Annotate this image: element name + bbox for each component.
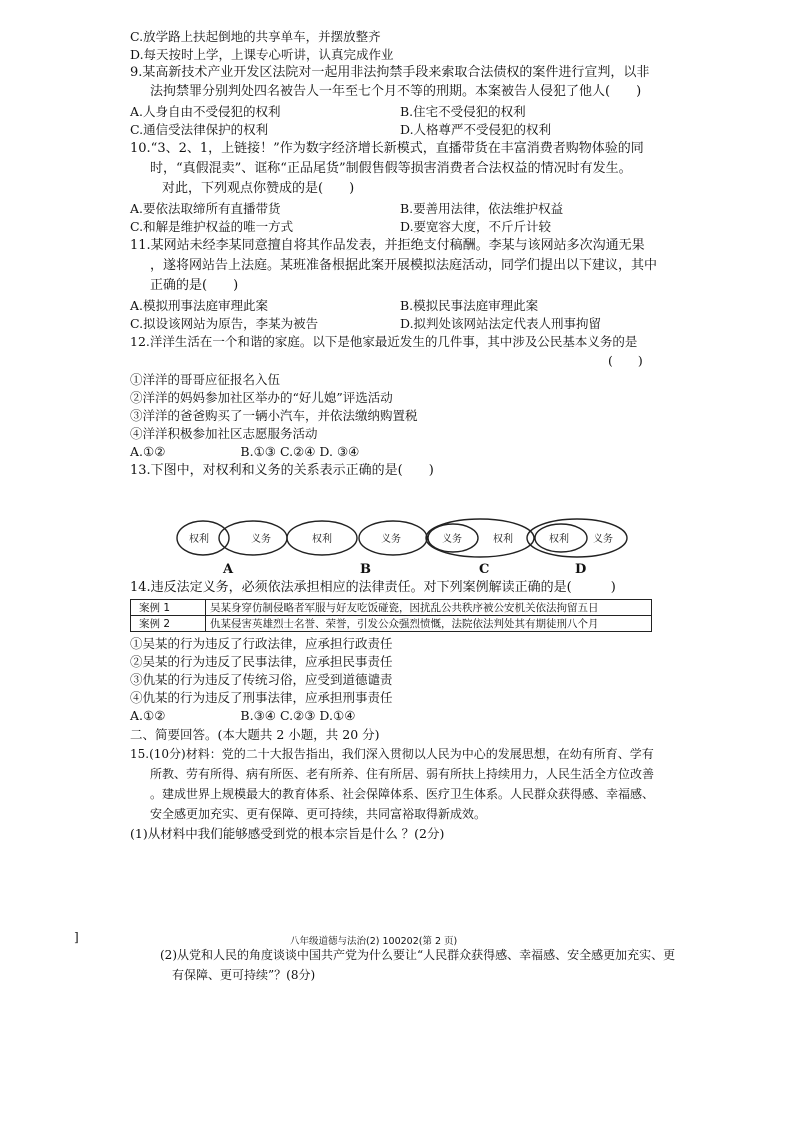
- q15-material-line2: 所教、劳有所得、病有所医、老有所养、住有所居、弱有所扶上持续用力，人民生活全方位改善: [150, 767, 655, 781]
- diagram-a-duties-text: 义务: [251, 534, 271, 545]
- case-text: 仇某侵害英雄烈士名誉、荣誉，引发公众强烈愤慨，法院依法判处其有期徒刑八个月: [206, 616, 652, 632]
- q15-material-line4: 安全感更加充实、更有保障、更可持续，共同富裕取得新成效。: [150, 807, 487, 821]
- case-table: [130, 599, 652, 632]
- q12-answer-paren: ( ): [608, 353, 643, 368]
- q14-choices: A.①② B.③④ C.②③ D.①④: [130, 708, 356, 723]
- q15-subquestion-2-line1: (2)从党和人民的角度谈谈中国共产党为什么要让“人民群众获得感、幸福感、安全感更加充实、更: [160, 948, 676, 962]
- diagram-a-rights-text: 权利: [189, 534, 209, 545]
- q10-stem-line1: 10.“3、2、1，上链接！”作为数字经济增长新模式，直播带货在丰富消费者购物体验的同: [130, 141, 644, 156]
- q14-statement-2: ②吴某的行为违反了民事法律，应承担民事责任: [130, 654, 393, 669]
- diagram-letter-a: A: [223, 562, 234, 577]
- q14-stem: 14.违反法定义务，必须依法承担相应的法律责任。对下列案例解读正确的是( ): [130, 580, 616, 595]
- q15-subquestion-2-line2: 有保障、更可持续”？(8分): [172, 968, 316, 982]
- q12-stem: 12.洋洋生活在一个和谐的家庭。以下是他家最近发生的几件事，其中涉及公民基本义务的是: [130, 334, 638, 349]
- q9-option-c: C.通信受法律保护的权利: [130, 122, 269, 137]
- case-text: 吴某身穿仿制侵略者军服与好友吃饭碰瓷，因扰乱公共秩序被公安机关依法拘留五日: [206, 600, 652, 616]
- q10-stem-line2: 时，“真假混卖”、诓称“正品尾货”制假售假等损害消费者合法权益的情况时有发生。: [150, 161, 632, 176]
- q11-stem-line1: 11.某网站未经李某同意擅自将其作品发表，并拒绝支付稿酬。李某与该网站多次沟通无果: [130, 238, 645, 253]
- diagram-b-duties-text: 义务: [381, 534, 401, 545]
- diagram-d-duties-text: 义务: [593, 534, 613, 545]
- q11-option-a: A.模拟刑事法庭审理此案: [130, 298, 269, 313]
- q12-choices: A.①② B.①③ C.②④ D. ③④: [130, 444, 360, 459]
- q11-option-c: C.拟设该网站为原告，李某为被告: [130, 316, 319, 331]
- q10-option-c: C.和解是维护权益的唯一方式: [130, 219, 294, 234]
- diagram-c-duties-text: 义务: [442, 534, 462, 545]
- diagram-letter-d: D: [575, 562, 587, 577]
- diagram-b-rights-text: 权利: [312, 534, 332, 545]
- diagram-letter-c: C: [479, 562, 490, 577]
- q8-option-c: C.放学路上扶起倒地的共享单车，并摆放整齐: [130, 29, 381, 44]
- case-row: [131, 616, 652, 632]
- diagram-c-rights-text: 权利: [493, 534, 513, 545]
- q15-material-line1: 15.(10分)材料：党的二十大报告指出，我们深入贯彻以人民为中心的发展思想，在幼有所育、学有: [130, 747, 654, 761]
- q9-option-a: A.人身自由不受侵犯的权利: [130, 104, 281, 119]
- q13-stem: 13.下图中，对权利和义务的关系表示正确的是( ): [130, 463, 434, 478]
- q10-option-a: A.要依法取缔所有直播带货: [130, 201, 281, 216]
- q12-statement-3: ③洋洋的爸爸购买了一辆小汽车，并依法缴纳购置税: [130, 408, 418, 423]
- rights-duties-svg: [175, 518, 630, 580]
- q15-subquestion-1: (1)从材料中我们能够感受到党的根本宗旨是什么 ？(2分): [130, 826, 445, 841]
- q12-statement-2: ②洋洋的妈妈参加社区举办的“好儿媳”评选活动: [130, 390, 393, 405]
- case-label: 案例 2: [131, 616, 206, 632]
- q11-option-b: B.模拟民事法庭审理此案: [400, 298, 539, 313]
- margin-bracket: ]: [74, 930, 79, 944]
- q8-option-d: D.每天按时上学，上课专心听讲，认真完成作业: [130, 47, 394, 62]
- q10-stem-line3: 对此，下列观点你赞成的是( ): [162, 181, 355, 196]
- q9-stem-line2: 法拘禁罪分别判处四名被告人一年至七个月不等的刑期。本案被告人侵犯了他人( ): [150, 84, 642, 99]
- q14-statement-3: ③仇某的行为违反了传统习俗，应受到道德谴责: [130, 672, 393, 687]
- q10-option-d: D.要宽容大度，不斤斤计较: [400, 219, 552, 234]
- q11-option-d: D.拟判处该网站法定代表人刑事拘留: [400, 316, 602, 331]
- q12-statement-1: ①洋洋的哥哥应征报名入伍: [130, 372, 281, 387]
- q12-statement-4: ④洋洋积极参加社区志愿服务活动: [130, 426, 318, 441]
- q11-stem-line3: 正确的是( ): [150, 278, 239, 293]
- rights-duties-diagram: [175, 518, 630, 580]
- diagram-d-rights-text: 权利: [549, 534, 569, 545]
- q9-option-b: B.住宅不受侵犯的权利: [400, 104, 526, 119]
- q14-statement-1: ①吴某的行为违反了行政法律，应承担行政责任: [130, 636, 393, 651]
- case-row: [131, 600, 652, 616]
- diagram-letter-b: B: [360, 562, 371, 577]
- q14-statement-4: ④仇某的行为违反了刑事法律，应承担刑事责任: [130, 690, 393, 705]
- page-footer: 八年级道德与法治(2) 100202(第 2 页): [290, 936, 458, 947]
- q9-option-d: D.人格尊严不受侵犯的权利: [400, 122, 552, 137]
- q15-material-line3: 。建成世界上规模最大的教育体系、社会保障体系、医疗卫生体系。人民群众获得感、幸福感、: [150, 787, 655, 801]
- q11-stem-line2: ，遂将网站告上法庭。某班准备根据此案开展模拟法庭活动，同学们提出以下建议，其中: [150, 258, 658, 273]
- q10-option-b: B.要善用法律，依法维护权益: [400, 201, 564, 216]
- case-label: 案例 1: [131, 600, 206, 616]
- section-2-heading: 二、简要回答。(本大题共 2 小题，共 20 分): [130, 727, 380, 742]
- q9-stem-line1: 9.某高新技术产业开发区法院对一起用非法拘禁手段来索取合法债权的案件进行宣判，以非: [130, 65, 650, 80]
